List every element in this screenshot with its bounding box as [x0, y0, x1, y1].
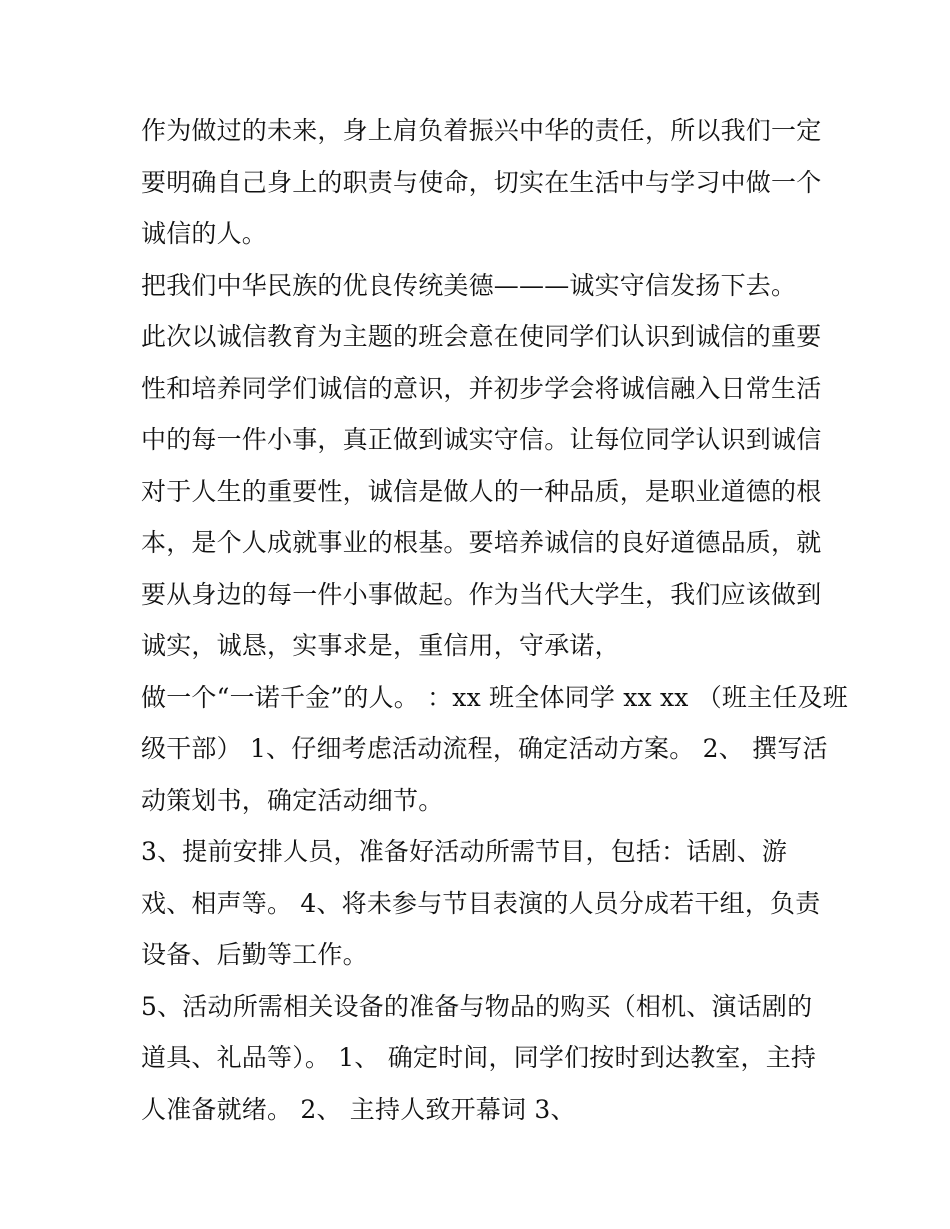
- text-line: 中的每一件小事，真正做到诚实守信。让每位同学认识到诚信: [141, 425, 822, 454]
- text-line: 诚信的人。: [141, 219, 268, 248]
- text-line: 要明确自己身上的职责与使命，切实在生活中与学习中做一个: [141, 167, 822, 197]
- text-line: 性和培养同学们诚信的意识，并初步学会将诚信融入日常生活: [141, 373, 822, 403]
- text-line: 要从身边的每一件小事做起。作为当代大学生，我们应该做到: [141, 579, 822, 609]
- text-line: 戏、相声等。 4、将未参与节目表演的人员分成若干组，负责: [141, 888, 821, 918]
- text-line: 道具、礼品等）。 1、 确定时间，同学们按时到达教室，主持: [141, 1043, 817, 1072]
- text-line: 设备、后勤等工作。: [141, 940, 368, 969]
- text-line: 此次以诚信教育为主题的班会意在使同学们认识到诚信的重要: [141, 322, 822, 351]
- text-line: 级干部） 1、仔细考虑活动流程，确定活动方案。 2、 撰写活: [141, 734, 828, 763]
- text-line: 对于人生的重要性，诚信是做人的一种品质，是职业道德的根: [141, 476, 822, 506]
- text-line: 本，是个人成就事业的根基。要培养诚信的良好道德品质，就: [141, 528, 822, 557]
- text-line: 作为做过的未来，身上肩负着振兴中华的责任，所以我们一定: [141, 116, 822, 145]
- text-line: 5、活动所需相关设备的准备与物品的购买（相机、演话剧的: [141, 991, 813, 1021]
- text-line: 人准备就绪。 2、 主持人致开幕词 3、: [141, 1094, 576, 1124]
- text-line: 3、提前安排人员，准备好活动所需节目，包括：话剧、游: [141, 837, 788, 866]
- text-line: 把我们中华民族的优良传统美德———诚实守信发扬下去。: [141, 270, 797, 300]
- text-line: 诚实，诚恳，实事求是，重信用，守承诺，: [141, 631, 620, 660]
- text-line: 动策划书，确定活动细节。: [141, 785, 444, 815]
- text-line: 做一个“一诺千金”的人。 ：xx 班全体同学 xx xx （班主任及班: [141, 682, 848, 712]
- document-body: [141, 105, 848, 1135]
